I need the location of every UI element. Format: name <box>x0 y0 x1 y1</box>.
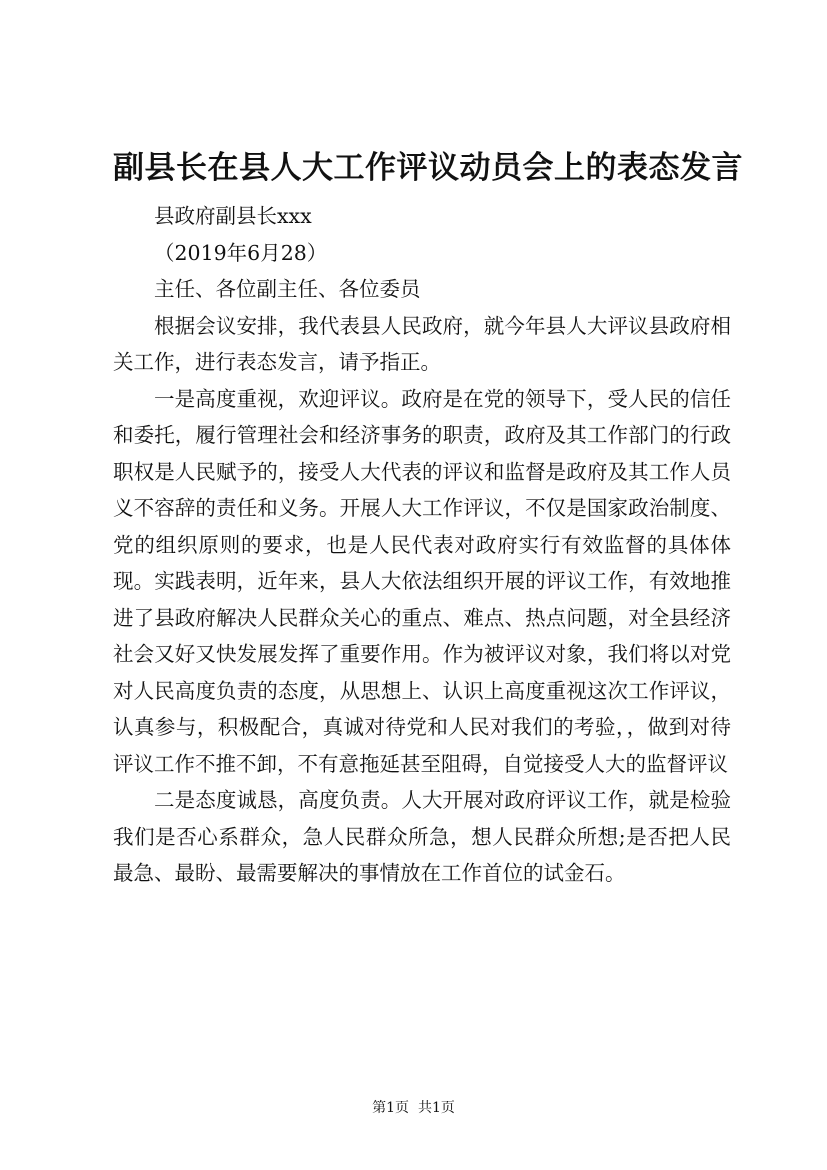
paragraph-first-point: 一是高度重视，欢迎评议。政府是在党的领导下，受人民的信任和委托，履行管理社会和经济事务的职责，政府及其工作部门的行政职权是人民赋予的，接受人大代表的评议和监督是政府及其工作人员义不容辞的责任和义务。开展人大工作评议，不仅是国家政治制度、党的组织原则的要求，也是人民代表对政府实行有效监督的具体体现。实践表明，近年来，县人大依法组织开展的评议工作，有效地推进了县政府解决人民群众关心的重点、难点、热点问题，对全县经济社会又好又快发展发挥了重要作用。作为被评议对象，我们将以对党对人民高度负责的态度，从思想上、认识上高度重视这次工作评议，认真参与，积极配合，真诚对待党和人民对我们的考验，，做到对待评议工作不推不卸，不有意拖延甚至阻碍，自觉接受人大的监督评议 <box>113 386 731 776</box>
author-line: 县政府副县长xxx <box>154 204 312 228</box>
page-number: 第1页 共1页 <box>372 1100 455 1116</box>
salutation: 主任、各位副主任、各位委员 <box>154 277 421 301</box>
document-body <box>113 198 731 892</box>
document-title: 副县长在县人大工作评议动员会上的表态发言 <box>113 150 743 186</box>
paragraph-intro: 根据会议安排，我代表县人民政府，就今年县人大评议县政府相关工作，进行表态发言，请予指正。 <box>113 313 731 374</box>
page-footer <box>0 1098 827 1118</box>
paragraph-second-point: 二是态度诚恳，高度负责。人大开展对政府评议工作，就是检验我们是否心系群众，急人民群众所急，想人民群众所想;是否把人民最急、最盼、最需要解决的事情放在工作首位的试金石。 <box>113 788 731 885</box>
date-line: （2019年6月28） <box>154 240 328 265</box>
